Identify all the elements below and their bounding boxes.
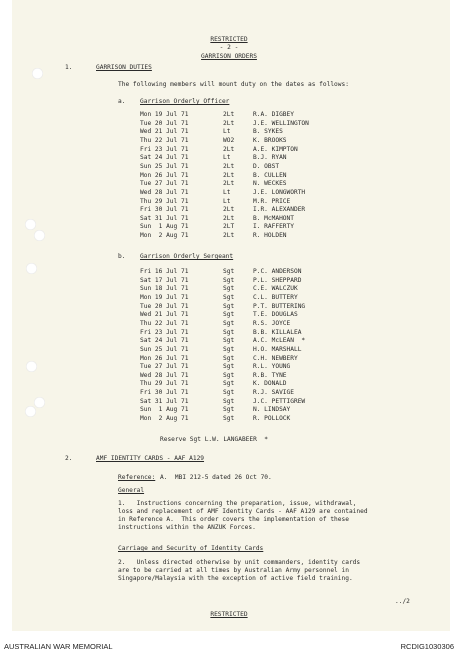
roster-date: Wed 21 Jul 71 <box>140 128 189 136</box>
reserve-line: Reserve Sgt L.W. LANGABEER * <box>160 436 269 443</box>
general-heading: General <box>118 487 145 494</box>
paragraph-line: are to be carried at all times by Australian Army personnel in <box>118 567 349 574</box>
roster-name: I. RAFFERTY <box>253 223 294 231</box>
roster-rank: Sgt <box>223 363 235 371</box>
roster-date: Sun 1 Aug 71 <box>140 406 189 414</box>
roster-name: J.E. LONGWORTH <box>253 188 306 196</box>
roster-rank: Lt <box>223 188 231 196</box>
roster-date: Fri 23 Jul 71 <box>140 328 189 336</box>
reference-text: A. MBI 212-5 dated 26 Oct 70. <box>160 474 272 481</box>
roster-date: Thu 22 Jul 71 <box>140 136 189 144</box>
roster-date: Mon 19 Jul 71 <box>140 111 189 118</box>
roster-name: R.A. DIGBEY <box>253 111 294 118</box>
classification-header: RESTRICTED <box>210 36 248 43</box>
roster-rank: Lt <box>223 128 231 136</box>
roster-rank: 2Lt <box>223 214 235 222</box>
roster-name: T.E. DOUGLAS <box>253 311 298 319</box>
roster-name: C.E. WALCZUK <box>253 285 298 293</box>
page-continue: ../2 <box>395 598 410 605</box>
section-intro: The following members will mount duty on the dates as follows: <box>118 81 349 88</box>
section-heading: GARRISON DUTIES <box>96 64 152 71</box>
roster-name: J.C. PETTIGREW <box>253 397 306 405</box>
punch-hole <box>32 68 43 79</box>
paragraph-line: in Reference A. This order covers the implementation of these <box>118 516 349 523</box>
roster-date: Sat 24 Jul 71 <box>140 154 189 162</box>
roster-rank: Sgt <box>223 371 235 379</box>
roster-date: Tue 20 Jul 71 <box>140 302 189 310</box>
roster-rank: 2Lt <box>223 206 235 214</box>
roster-name: H.O. MARSHALL <box>253 345 302 353</box>
roster-name: K. DONALD <box>253 380 287 388</box>
roster-date: Sat 31 Jul 71 <box>140 214 189 222</box>
roster-name: P.T. BUTTERING <box>253 302 306 310</box>
roster-name: R. HOLDEN <box>253 232 287 240</box>
punch-hole <box>26 263 37 274</box>
paragraph-line: 1. Instructions concerning the preparation, issue, withdrawal, <box>118 500 357 507</box>
roster-name: C.L. BUTTERY <box>253 293 298 301</box>
archive-name: AUSTRALIAN WAR MEMORIAL <box>4 642 113 651</box>
roster-rank: 2Lt <box>223 180 235 188</box>
roster-rank: Sgt <box>223 285 235 293</box>
roster-date: Sat 24 Jul 71 <box>140 337 189 345</box>
roster-date: Sun 18 Jul 71 <box>140 285 189 293</box>
section-heading: AMF IDENTITY CARDS - AAF A129 <box>96 455 205 462</box>
subsection-letter: a. <box>118 98 126 105</box>
roster-rank: 2Lt <box>223 119 235 127</box>
punch-hole <box>26 361 37 372</box>
punch-hole <box>25 219 36 230</box>
roster-name: A.E. KIMPTON <box>253 145 298 153</box>
roster-date: Wed 28 Jul 71 <box>140 188 189 196</box>
reference-label: Reference: <box>118 474 156 481</box>
roster-rank: Sgt <box>223 276 235 284</box>
roster-rank: Sgt <box>223 293 235 301</box>
roster-rank: Sgt <box>223 268 235 275</box>
roster-name: B. CULLEN <box>253 171 287 179</box>
roster-date: Mon 26 Jul 71 <box>140 354 189 362</box>
page-number: - 2 - <box>219 44 239 51</box>
roster-rank: Sgt <box>223 302 235 310</box>
roster-date: Fri 16 Jul 71 <box>140 268 189 275</box>
section-number: 2. <box>65 455 73 462</box>
roster-name: C.H. NEWBERY <box>253 354 298 362</box>
roster-rank: 2Lt <box>223 171 235 179</box>
roster-date: Mon 2 Aug 71 <box>140 415 189 423</box>
roster-name: R.S. JOYCE <box>253 319 291 327</box>
roster-name: B.B. KILLALEA <box>253 328 302 336</box>
roster-name: R.B. TYNE <box>253 371 287 379</box>
roster-date: Mon 26 Jul 71 <box>140 171 189 179</box>
roster-name: J.E. WELLINGTON <box>253 119 309 127</box>
roster-name: A.C. McLEAN * <box>253 337 306 345</box>
paragraph-line: 2. Unless directed otherwise by unit commanders, identity cards <box>118 559 361 566</box>
roster-date: Sat 17 Jul 71 <box>140 276 189 284</box>
roster-rank: Sgt <box>223 328 235 336</box>
roster-date: Thu 29 Jul 71 <box>140 197 189 205</box>
roster-date: Sun 25 Jul 71 <box>140 162 189 170</box>
roster-rank: Sgt <box>223 380 235 388</box>
roster-date: Sat 31 Jul 71 <box>140 397 189 405</box>
punch-hole <box>25 406 36 417</box>
roster-name: P.L. SHEPPARD <box>253 276 302 284</box>
roster-date: Wed 21 Jul 71 <box>140 311 189 319</box>
roster-name: D. OBST <box>253 162 280 170</box>
roster-date: Sun 1 Aug 71 <box>140 223 189 231</box>
paragraph-line: loss and replacement of AMF Identity Cards - AAF A129 are contained <box>118 508 368 515</box>
roster-rank: 2Lt <box>223 145 235 153</box>
paragraph-line: Singapore/Malaysia with the exception of active field training. <box>118 575 353 582</box>
roster-rank: Sgt <box>223 397 235 405</box>
subsection-letter: b. <box>118 253 126 260</box>
roster-date: Fri 30 Jul 71 <box>140 389 189 397</box>
roster-rank: Sgt <box>223 415 235 423</box>
roster-date: Tue 20 Jul 71 <box>140 119 189 127</box>
section-number: 1. <box>65 64 73 71</box>
roster-name: R.L. YOUNG <box>253 363 291 371</box>
roster-name: I.R. ALEXANDER <box>253 206 306 214</box>
roster-date: Fri 30 Jul 71 <box>140 206 189 214</box>
roster-name: M.R. PRICE <box>253 197 291 205</box>
punch-hole <box>34 230 45 241</box>
archive-id: RCDIG1030306 <box>400 642 454 651</box>
roster-rank: Lt <box>223 197 231 205</box>
roster-date: Tue 27 Jul 71 <box>140 180 189 188</box>
roster-rank: Sgt <box>223 311 235 319</box>
roster-rank: 2Lt <box>223 162 235 170</box>
punch-hole <box>34 397 45 408</box>
roster-name: P.C. ANDERSON <box>253 268 302 275</box>
classification-footer: RESTRICTED <box>210 611 248 618</box>
roster-rank: Sgt <box>223 354 235 362</box>
roster-name: R. POLLOCK <box>253 415 291 423</box>
roster-name: B.J. RYAN <box>253 154 287 162</box>
subsection-heading: Garrison Orderly Officer <box>140 98 230 105</box>
roster-rank: 2Lt <box>223 232 235 240</box>
roster-rank: Lt <box>223 154 231 162</box>
roster-name: B. McMAHONT <box>253 214 294 222</box>
roster-rank: WO2 <box>223 136 235 144</box>
roster-name: N. LINDSAY <box>253 406 291 414</box>
roster-rank: Sgt <box>223 406 235 414</box>
roster-rank: Sgt <box>223 345 235 353</box>
roster-date: Thu 29 Jul 71 <box>140 380 189 388</box>
roster-rank: 2Lt <box>223 111 235 118</box>
roster-date: Fri 23 Jul 71 <box>140 145 189 153</box>
roster-date: Thu 22 Jul 71 <box>140 319 189 327</box>
roster-date: Mon 19 Jul 71 <box>140 293 189 301</box>
roster-date: Sun 25 Jul 71 <box>140 345 189 353</box>
roster-rank: Sgt <box>223 337 235 345</box>
roster-name: B. SYKES <box>253 128 283 136</box>
roster-date: Wed 28 Jul 71 <box>140 371 189 379</box>
subsection-heading: Garrison Orderly Sergeant <box>140 253 234 260</box>
roster-name: N. WECKES <box>253 180 287 188</box>
roster-name: K. BROOKS <box>253 136 287 144</box>
roster-rank: Sgt <box>223 389 235 397</box>
roster-date: Mon 2 Aug 71 <box>140 232 189 240</box>
roster-date: Tue 27 Jul 71 <box>140 363 189 371</box>
carriage-heading: Carriage and Security of Identity Cards <box>118 545 264 552</box>
document-title: GARRISON ORDERS <box>201 53 257 60</box>
roster-rank: 2LT <box>223 223 235 231</box>
roster-name: R.J. SAVIGE <box>253 389 294 397</box>
roster-rank: Sgt <box>223 319 235 327</box>
paragraph-line: instructions within the ANZUK Forces. <box>118 524 256 531</box>
